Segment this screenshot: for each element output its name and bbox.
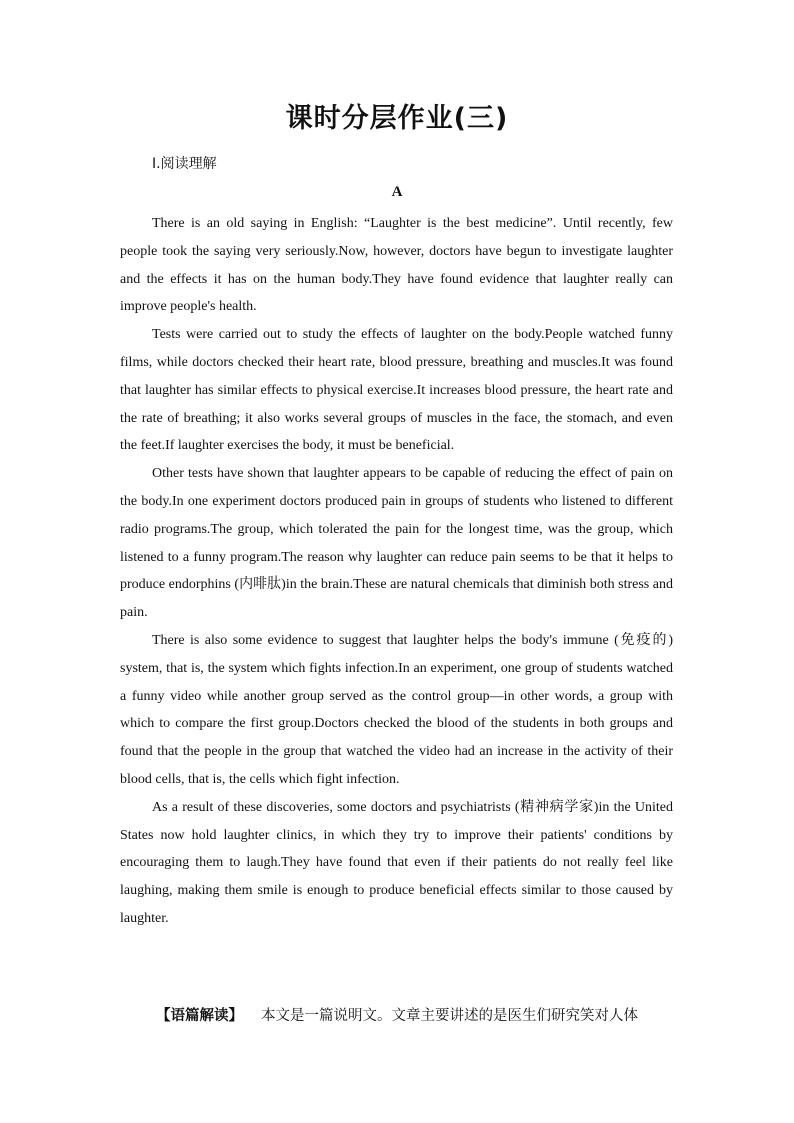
passage-label: A (391, 184, 403, 200)
note-text: 本文是一篇说明文。文章主要讲述的是医生们研究笑对人体 (261, 1008, 638, 1024)
section-heading: Ⅰ.阅读理解 (152, 156, 217, 172)
paragraph-5: As a result of these discoveries, some doctors and psychiatrists (精神病学家)in the United States now hold laughter clinics, in which they try to improve their patients' conditions by encouraging them to laugh.They have found that even if their patients do not really feel like laughing, making them smile is enough to produce beneficial effects similar to those caused by laughter. (120, 799, 673, 926)
paragraph-3: Other tests have shown that laughter appears to be capable of reducing the effect of pain on the body.In one experiment doctors produced pain in groups of students who listened to different radio programs.The group, which tolerated the pain for the longest time, was the group, which listened to a funny program.The reason why laughter can reduce pain seems to be that it helps to produce endorphins (内啡肽)in the brain.These are natural chemicals that diminish both stress and pain. (120, 466, 673, 621)
note-label: 【语篇解读】 (156, 1008, 243, 1024)
discourse-note (156, 1004, 676, 1025)
passage-body (120, 210, 673, 933)
paragraph-4: There is also some evidence to suggest that laughter helps the body's immune (免疫的) system, that is, the system which fights infection.In an experiment, one group of students watched a funny video while another group served as the control group—in other words, a group with which to compare the first group.Doctors checked the blood of the students in both groups and found that the people in the group that watched the video had an increase in the activity of their blood cells, that is, the cells which fight infection. (120, 632, 673, 787)
paragraph-2: Tests were carried out to study the effects of laughter on the body.People watched funny films, while doctors checked their heart rate, blood pressure, breathing and muscles.It was found that laughter has similar effects to physical exercise.It increases blood pressure, the heart rate and the rate of breathing; it also works several groups of muscles in the face, the stomach, and even the feet.If laughter exercises the body, it must be beneficial. (120, 327, 673, 454)
page-title: 课时分层作业(三) (285, 103, 509, 134)
paragraph-1: There is an old saying in English: “Laughter is the best medicine”. Until recently, few people took the saying very seriously.Now, however, doctors have begun to investigate laughter and the effects it has on the human body.They have found evidence that laughter really can improve people's health. (120, 216, 673, 315)
